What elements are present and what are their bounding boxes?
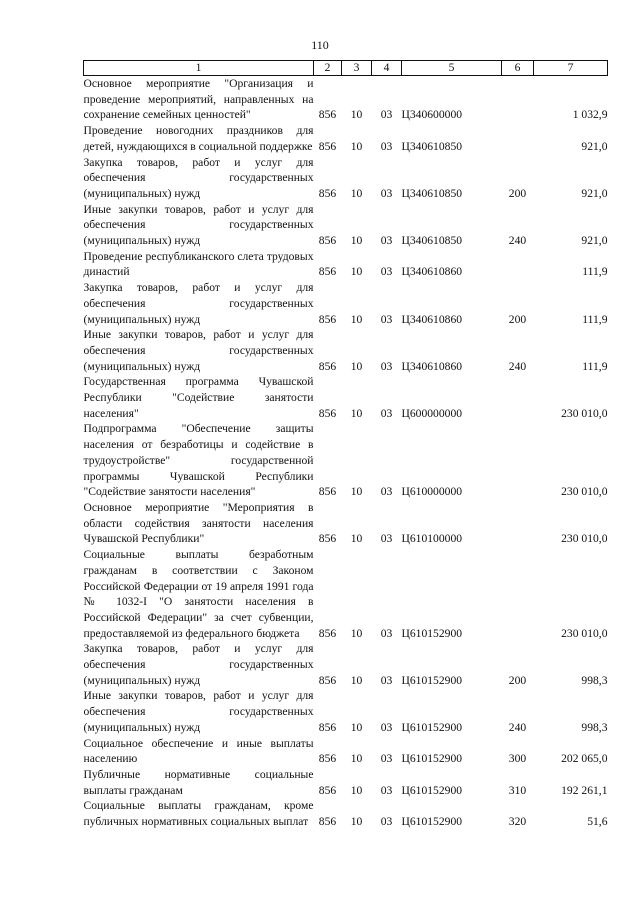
- ministry-code-cell: 856: [318, 485, 337, 499]
- table-row: [84, 688, 608, 735]
- ministry-code-cell: 856: [318, 186, 337, 200]
- item-name: Закупка товаров, работ и услуг для обеспечения государственных (муниципальных) нужд: [83, 281, 314, 326]
- ministry-code-cell: 856: [318, 532, 337, 546]
- item-name: Закупка товаров, работ и услуг для обеспечения государственных (муниципальных) нужд: [83, 642, 314, 687]
- section-code-cell: 10: [350, 485, 363, 499]
- ministry-code-cell: 856: [318, 815, 337, 829]
- item-name-cell: [84, 280, 314, 327]
- section-code-cell: 10: [350, 532, 363, 546]
- item-name: Государственная программа Чувашской Республики "Содействие занятости населения": [83, 375, 314, 420]
- section-code-cell: 10: [350, 815, 363, 829]
- item-name-cell: [84, 374, 314, 421]
- item-name: Проведение новогодних праздников для детей, нуждающихся в социальной поддержке: [83, 124, 314, 153]
- table-header-row: [84, 61, 608, 76]
- subsection-code-cell: 03: [380, 186, 393, 200]
- expense-type-cell: 200: [508, 673, 527, 687]
- expense-type-cell: [502, 123, 534, 154]
- target-article-cell: Ц340610860: [401, 265, 463, 279]
- subsection-code-cell: 03: [380, 815, 393, 829]
- table-row: [84, 327, 608, 374]
- item-name-cell: [84, 76, 314, 124]
- target-article-cell: Ц340610850: [401, 234, 463, 248]
- section-code-cell: 10: [350, 234, 363, 248]
- table-row: [84, 202, 608, 249]
- section-code-cell: 10: [350, 108, 363, 122]
- section-code-cell: 10: [350, 720, 363, 734]
- section-code-cell: 10: [350, 186, 363, 200]
- table-row: [84, 736, 608, 767]
- table-row: [84, 374, 608, 421]
- expense-type-cell: 200: [508, 312, 527, 326]
- subsection-code-cell: 03: [380, 234, 393, 248]
- target-article-cell: Ц610152900: [401, 626, 463, 640]
- table-row: [84, 547, 608, 641]
- item-name-cell: [84, 798, 314, 829]
- item-name: Социальные выплаты гражданам, кроме публичных нормативных социальных выплат: [83, 799, 314, 829]
- expense-type-cell: [502, 76, 534, 124]
- table-row: [84, 421, 608, 500]
- expense-type-cell: [502, 500, 534, 547]
- column-header: 7: [534, 61, 608, 76]
- amount-cell: 921,0: [581, 139, 608, 153]
- subsection-code-cell: 03: [380, 359, 393, 373]
- subsection-code-cell: 03: [380, 139, 393, 153]
- ministry-code-cell: 856: [318, 139, 337, 153]
- table-row: [84, 249, 608, 280]
- target-article-cell: Ц610152900: [401, 783, 463, 797]
- item-name: Иные закупки товаров, работ и услуг для обеспечения государственных (муниципальных) нужд: [83, 689, 314, 734]
- amount-cell: 230 010,0: [561, 406, 608, 420]
- item-name-cell: [84, 123, 314, 154]
- item-name: Подпрограмма "Обеспечение защиты населения от безработицы и содействие в трудоустройстве" государственной программы Чувашской Республики "Содействие занятости населения": [83, 422, 314, 499]
- item-name-cell: [84, 767, 314, 798]
- ministry-code-cell: 856: [318, 108, 337, 122]
- item-name-cell: [84, 155, 314, 202]
- section-code-cell: 10: [350, 673, 363, 687]
- amount-cell: 202 065,0: [561, 752, 608, 766]
- amount-cell: 921,0: [581, 186, 608, 200]
- ministry-code-cell: 856: [318, 359, 337, 373]
- subsection-code-cell: 03: [380, 673, 393, 687]
- table-row: [84, 767, 608, 798]
- section-code-cell: 10: [350, 139, 363, 153]
- section-code-cell: 10: [350, 265, 363, 279]
- section-code-cell: 10: [350, 359, 363, 373]
- ministry-code-cell: 856: [318, 673, 337, 687]
- table-row: [84, 155, 608, 202]
- ministry-code-cell: 856: [318, 720, 337, 734]
- target-article-cell: Ц610152900: [401, 752, 463, 766]
- column-header: 1: [84, 61, 314, 76]
- amount-cell: 1 032,9: [572, 108, 608, 122]
- item-name: Публичные нормативные социальные выплаты гражданам: [83, 767, 314, 797]
- table-row: [84, 641, 608, 688]
- ministry-code-cell: 856: [318, 406, 337, 420]
- table-row: [84, 76, 608, 124]
- item-name: Социальные выплаты безработным гражданам в соответствии с Законом Российской Федерации от 19 апреля 1991 года № 1032-I "О занятости населения в Российской Федерации" за счет субвенции, предоставляемой из федерального бюджета: [83, 548, 314, 640]
- ministry-code-cell: 856: [318, 265, 337, 279]
- item-name: Закупка товаров, работ и услуг для обеспечения государственных (муниципальных) нужд: [83, 155, 314, 200]
- subsection-code-cell: 03: [380, 108, 393, 122]
- target-article-cell: Ц340600000: [401, 108, 463, 122]
- target-article-cell: Ц340610860: [401, 312, 463, 326]
- column-header: 6: [502, 61, 534, 76]
- expense-type-cell: 310: [508, 783, 527, 797]
- expense-type-cell: 240: [508, 234, 527, 248]
- section-code-cell: 10: [350, 783, 363, 797]
- amount-cell: 230 010,0: [561, 532, 608, 546]
- expense-type-cell: 240: [508, 720, 527, 734]
- target-article-cell: Ц610000000: [401, 485, 463, 499]
- subsection-code-cell: 03: [380, 720, 393, 734]
- column-header: 3: [342, 61, 372, 76]
- item-name: Иные закупки товаров, работ и услуг для обеспечения государственных (муниципальных) нужд: [83, 202, 314, 248]
- subsection-code-cell: 03: [380, 752, 393, 766]
- target-article-cell: Ц340610850: [401, 139, 463, 153]
- target-article-cell: Ц340610850: [401, 186, 463, 200]
- amount-cell: 51,6: [587, 815, 608, 829]
- item-name-cell: [84, 202, 314, 249]
- ministry-code-cell: 856: [318, 783, 337, 797]
- target-article-cell: Ц610100000: [401, 532, 463, 546]
- table-row: [84, 500, 608, 547]
- table-row: [84, 798, 608, 829]
- column-header: 4: [372, 61, 402, 76]
- target-article-cell: Ц610152900: [401, 673, 463, 687]
- expense-type-cell: 320: [508, 815, 527, 829]
- amount-cell: 111,9: [582, 359, 608, 373]
- expense-type-cell: [502, 249, 534, 280]
- section-code-cell: 10: [350, 406, 363, 420]
- expense-type-cell: [502, 421, 534, 500]
- column-header: 2: [314, 61, 342, 76]
- subsection-code-cell: 03: [380, 265, 393, 279]
- target-article-cell: Ц600000000: [401, 406, 463, 420]
- expense-type-cell: 240: [508, 359, 527, 373]
- amount-cell: 230 010,0: [561, 485, 608, 499]
- table-row: [84, 280, 608, 327]
- subsection-code-cell: 03: [380, 485, 393, 499]
- amount-cell: 230 010,0: [561, 626, 608, 640]
- column-header: 5: [402, 61, 502, 76]
- item-name: Социальное обеспечение и иные выплаты населению: [83, 736, 314, 766]
- item-name: Основное мероприятие "Организация и проведение мероприятий, направленных на сохранение семейных ценностей": [83, 77, 314, 122]
- subsection-code-cell: 03: [380, 312, 393, 326]
- expense-type-cell: 200: [508, 186, 527, 200]
- item-name-cell: [84, 249, 314, 280]
- item-name: Проведение республиканского слета трудовых династий: [83, 249, 314, 279]
- expense-type-cell: [502, 547, 534, 641]
- table-row: [84, 123, 608, 154]
- item-name-cell: [84, 421, 314, 500]
- amount-cell: 111,9: [582, 312, 608, 326]
- ministry-code-cell: 856: [318, 626, 337, 640]
- target-article-cell: Ц340610860: [401, 359, 463, 373]
- subsection-code-cell: 03: [380, 406, 393, 420]
- subsection-code-cell: 03: [380, 532, 393, 546]
- item-name-cell: [84, 736, 314, 767]
- item-name-cell: [84, 641, 314, 688]
- item-name: Иные закупки товаров, работ и услуг для обеспечения государственных (муниципальных) нужд: [83, 328, 314, 373]
- ministry-code-cell: 856: [318, 312, 337, 326]
- item-name: Основное мероприятие "Мероприятия в области содействия занятости населения Чувашской Республики": [83, 500, 314, 546]
- amount-cell: 998,3: [581, 673, 608, 687]
- target-article-cell: Ц610152900: [401, 815, 463, 829]
- section-code-cell: 10: [350, 752, 363, 766]
- subsection-code-cell: 03: [380, 783, 393, 797]
- ministry-code-cell: 856: [318, 752, 337, 766]
- ministry-code-cell: 856: [318, 234, 337, 248]
- section-code-cell: 10: [350, 626, 363, 640]
- amount-cell: 998,3: [581, 720, 608, 734]
- item-name-cell: [84, 688, 314, 735]
- page-number: 110: [311, 38, 329, 52]
- amount-cell: 921,0: [581, 234, 608, 248]
- target-article-cell: Ц610152900: [401, 720, 463, 734]
- budget-table: [83, 60, 608, 830]
- section-code-cell: 10: [350, 312, 363, 326]
- item-name-cell: [84, 500, 314, 547]
- amount-cell: 111,9: [582, 265, 608, 279]
- item-name-cell: [84, 327, 314, 374]
- expense-type-cell: [502, 374, 534, 421]
- amount-cell: 192 261,1: [561, 783, 608, 797]
- item-name-cell: [84, 547, 314, 641]
- expense-type-cell: 300: [508, 752, 527, 766]
- subsection-code-cell: 03: [380, 626, 393, 640]
